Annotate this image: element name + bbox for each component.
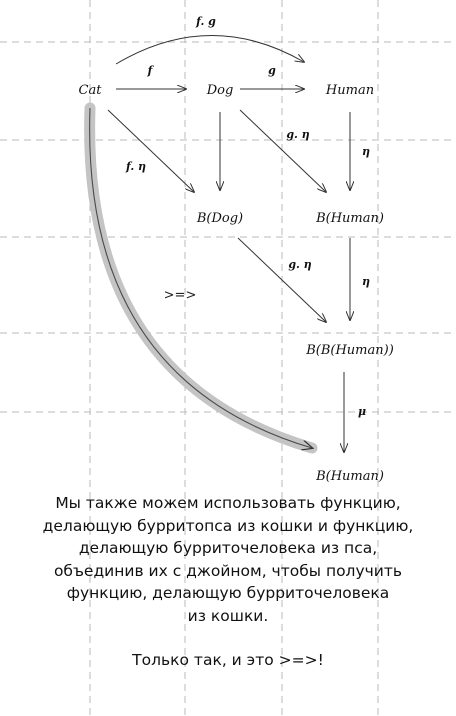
- fish-composition-arrow: [90, 108, 312, 448]
- caption-line-3: делающую бурриточеловека из пса,: [78, 539, 378, 557]
- label-mu: μ: [357, 405, 367, 418]
- label-g: g: [268, 64, 276, 77]
- label-f-g: f. g: [196, 15, 216, 28]
- node-cat: Cat: [78, 83, 102, 98]
- caption-line-6: из кошки.: [187, 606, 269, 625]
- label-eta-top: η: [362, 145, 370, 158]
- label-f-eta: f. η: [126, 160, 146, 173]
- label-g-eta-top: g. η: [286, 128, 310, 141]
- caption-text: [0, 492, 456, 672]
- caption-line-4: объединив их с джойном, чтобы получить: [53, 561, 403, 580]
- caption-punchline: Только так, и это >=>!: [132, 651, 324, 669]
- node-b-human: B(Human): [316, 211, 384, 226]
- node-labels: [79, 83, 394, 484]
- caption-line-5: функцию, делающую бурриточеловека: [66, 584, 390, 602]
- label-g-eta-mid: g. η: [288, 258, 312, 271]
- arrow-g-eta-top: [240, 110, 326, 192]
- caption-line-2: делающую бурритопса из кошки и функцию,: [42, 516, 414, 535]
- label-f: f: [147, 64, 153, 77]
- node-b-human-result: B(Human): [316, 469, 384, 484]
- caption-spacer: [0, 627, 456, 649]
- caption-line-1: Мы также можем использовать функцию,: [55, 494, 401, 512]
- arrow-f-g: [116, 35, 304, 64]
- arrow-f-eta: [108, 110, 194, 192]
- node-b-b-human: B(B(Human)): [306, 343, 394, 358]
- fish-operator-label: >=>: [163, 288, 197, 303]
- node-dog: Dog: [206, 83, 234, 98]
- arrow-g-eta-mid: [238, 238, 326, 322]
- node-human: Human: [325, 83, 375, 98]
- label-eta-mid: η: [362, 275, 370, 288]
- node-b-dog: B(Dog): [196, 211, 244, 226]
